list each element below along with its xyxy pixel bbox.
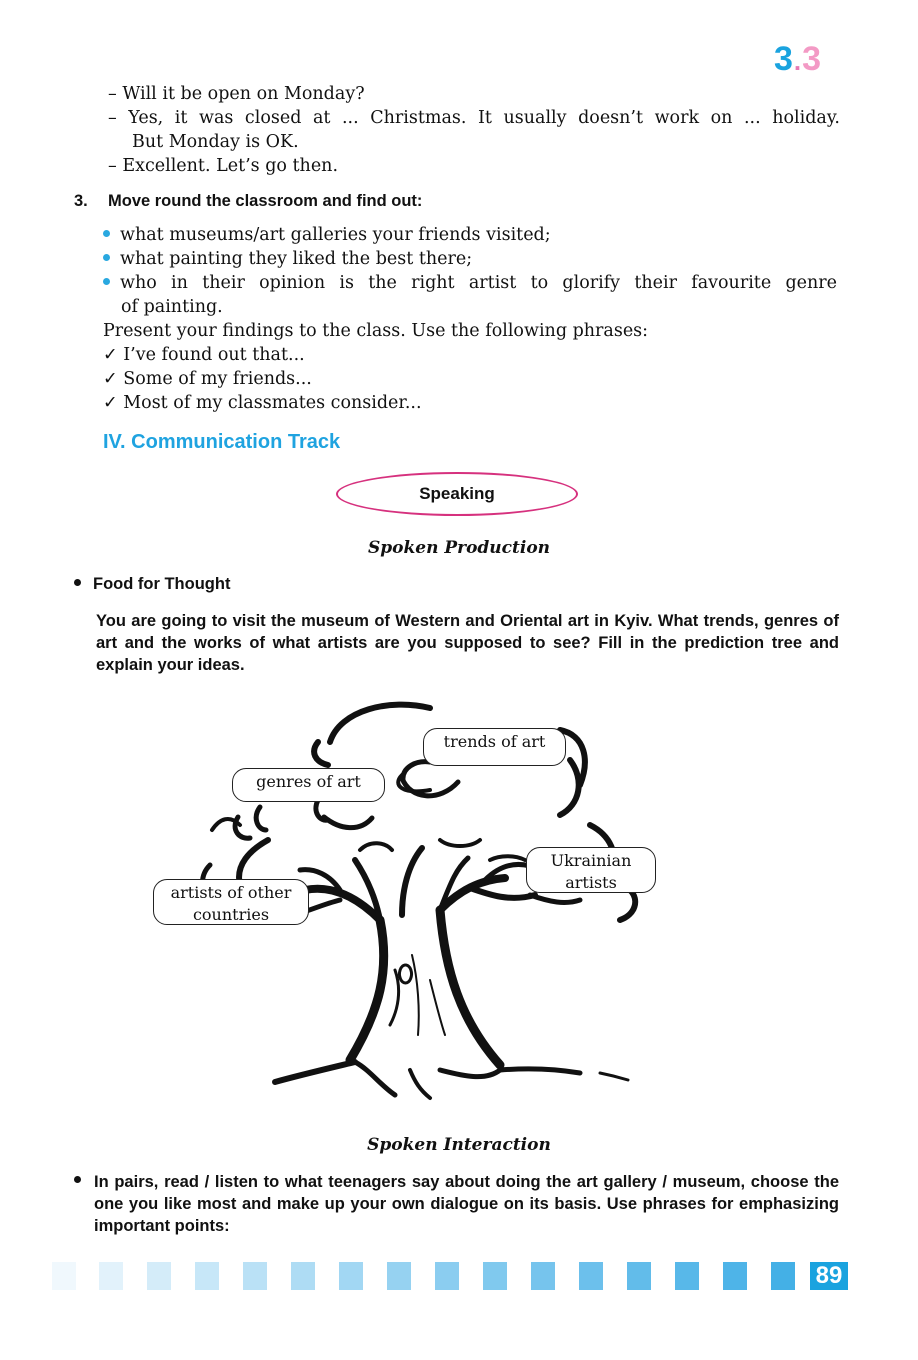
check-icon: ✓: [103, 369, 118, 389]
bubble-label: Ukrainian: [550, 851, 632, 870]
section-title: IV. Communication Track: [103, 431, 341, 453]
bullet-icon: [103, 230, 110, 237]
decor-square: [147, 1262, 171, 1290]
speaking-label: [336, 472, 578, 516]
unit-number: [774, 40, 822, 79]
list-item-text: what painting they liked the best there;: [120, 249, 473, 269]
bullet-icon: [74, 579, 81, 586]
list-item-text: what museums/art galleries your friends visited;: [120, 225, 551, 245]
decor-square: [195, 1262, 219, 1290]
unit-minor: 3: [802, 40, 823, 78]
unit-separator: .: [793, 46, 803, 76]
bubble-label: artists of other: [170, 883, 292, 902]
bubble-label: artists: [565, 873, 617, 892]
decor-square: [483, 1262, 507, 1290]
footer-decoration: [0, 1262, 918, 1292]
decor-square: [243, 1262, 267, 1290]
phrase-text: Most of my classmates consider...: [123, 393, 422, 413]
speaking-text: Speaking: [419, 484, 495, 503]
decor-square: [531, 1262, 555, 1290]
decor-square: [723, 1262, 747, 1290]
task-title: Move round the classroom and find out:: [108, 192, 423, 210]
phrase-item: [103, 343, 305, 367]
spoken-interaction-heading: Spoken Interaction: [367, 1135, 551, 1155]
dialogue-line-4: – Excellent. Let’s go then.: [108, 156, 339, 176]
decor-square: [627, 1262, 651, 1290]
decor-square: [579, 1262, 603, 1290]
bubble-trends[interactable]: [423, 728, 566, 766]
pairs-bullet: [74, 1171, 94, 1190]
decor-square: [387, 1262, 411, 1290]
list-item: [103, 271, 840, 295]
bullet-icon: [103, 254, 110, 261]
dialogue-line-3: But Monday is OK.: [132, 132, 299, 152]
decor-square: [771, 1262, 795, 1290]
phrase-text: I’ve found out that...: [123, 345, 305, 365]
task-number: 3.: [74, 192, 88, 210]
bubble-label: genres of art: [256, 772, 361, 791]
bubble-other-artists[interactable]: [153, 879, 309, 925]
phrase-text: Some of my friends...: [123, 369, 312, 389]
decor-square: [339, 1262, 363, 1290]
decor-square: [291, 1262, 315, 1290]
decor-square: [435, 1262, 459, 1290]
bubble-ukrainian-artists[interactable]: [526, 847, 656, 893]
decor-square: [99, 1262, 123, 1290]
food-text: You are going to visit the museum of Western and Oriental art in Kyiv. What trends, genres of art and the works of what artists are you supposed to see? Fill in the prediction tree and explain your ideas.: [96, 612, 839, 674]
list-item-continuation: of painting.: [121, 297, 223, 317]
dialogue-line-2: – Yes, it was closed at ... Christmas. It usually doesn’t work on ... holiday.: [108, 108, 840, 128]
bubble-genres[interactable]: [232, 768, 385, 802]
list-item-text: who in their opinion is the right artist to glorify their favourite genre: [120, 273, 837, 293]
bubble-label: countries: [192, 905, 270, 924]
dialogue-line-1: – Will it be open on Monday?: [108, 84, 365, 104]
unit-major: 3: [774, 40, 794, 78]
list-item: [103, 247, 472, 271]
check-icon: ✓: [103, 393, 118, 413]
spoken-production-heading: Spoken Production: [367, 538, 551, 558]
decor-square: [675, 1262, 699, 1290]
phrase-item: [103, 391, 422, 415]
phrase-item: [103, 367, 312, 391]
pairs-text: In pairs, read / listen to what teenagers say about doing the art gallery / museum, choose the one you like most and make up your own dialogue on its basis. Use phrases for emphasizing important points:: [94, 1173, 839, 1235]
list-item: [103, 223, 551, 247]
page-number: 89: [810, 1262, 848, 1290]
bubble-label: trends of art: [443, 732, 546, 751]
bullet-icon: [74, 1176, 81, 1183]
decor-square: [52, 1262, 76, 1290]
check-icon: ✓: [103, 345, 118, 365]
present-instruction: Present your findings to the class. Use the following phrases:: [103, 321, 649, 341]
bullet-icon: [103, 278, 110, 285]
food-heading: [74, 575, 230, 594]
food-title: Food for Thought: [93, 575, 231, 593]
